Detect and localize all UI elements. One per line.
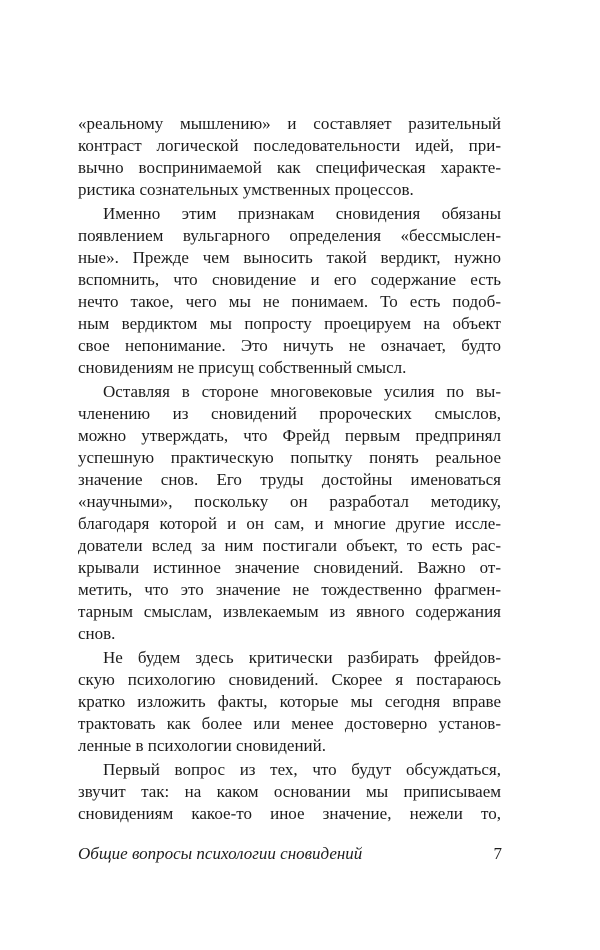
text-line: вспомнить, что сновидение и его содержание есть [78,270,501,289]
text-line: метить, что это значение не тождественно фрагмен- [78,580,501,599]
text-line: сновидениям не присущ собственный смысл. [78,358,407,377]
text-line: «реальному мышлению» и составляет разительный [78,114,501,133]
paragraph-first-line: Не будем здесь критически разбирать фрейдов- [103,648,501,667]
paragraph-first-line: Первый вопрос из тех, что будут обсуждаться, [103,760,501,779]
text-line: скую психологию сновидений. Скорее я постараюсь [78,670,501,689]
text-line: значение снов. Его труды достойны именоваться [78,470,501,489]
text-line: нечто такое, чего мы не понимаем. То есть подоб- [78,292,501,311]
text-line: вычно воспринимаемой как специфическая характе- [78,158,501,177]
text-line: ные». Прежде чем выносить такой вердикт, нужно [78,248,501,267]
text-line: членению из сновидений пророческих смыслов, [78,404,501,423]
paragraph-first-line: Оставляя в стороне многовековые усилия по вы- [103,382,501,401]
text-line: тарным смыслам, извлекаемым из явного содержания [78,602,501,621]
text-line: кратко изложить факты, которые мы сегодня вправе [78,692,501,711]
text-line: сновидениям какое-то иное значение, нежели то, [78,804,501,823]
text-line: успешную практическую попытку понять реальное [78,448,501,467]
text-line: ным вердиктом мы попросту проецируем на объект [78,314,501,333]
text-line: снов. [78,624,116,643]
text-line: «научными», поскольку он разработал методику, [78,492,501,511]
text-line: свое непонимание. Это ничуть не означает, будто [78,336,501,355]
text-line: благодаря которой и он сам, и многие другие иссле- [78,514,501,533]
text-line: трактовать как более или менее достоверно установ- [78,714,501,733]
running-footer-title: Общие вопросы психологии сновидений [78,844,363,863]
text-line: контраст логической последовательности идей, при- [78,136,501,155]
text-line: крывали истинное значение сновидений. Важно от- [78,558,501,577]
text-line: дователи вслед за ним постигали объект, то есть рас- [78,536,501,555]
text-line: можно утверждать, что Фрейд первым предпринял [78,426,501,445]
page-number: 7 [493,844,502,863]
text-line: ленные в психологии сновидений. [78,736,326,755]
text-line: появлением вульгарного определения «бессмыслен- [78,226,501,245]
text-line: ристика сознательных умственных процессов. [78,180,414,199]
paragraph-first-line: Именно этим признакам сновидения обязаны [103,204,501,223]
text-line: звучит так: на каком основании мы приписываем [78,782,501,801]
